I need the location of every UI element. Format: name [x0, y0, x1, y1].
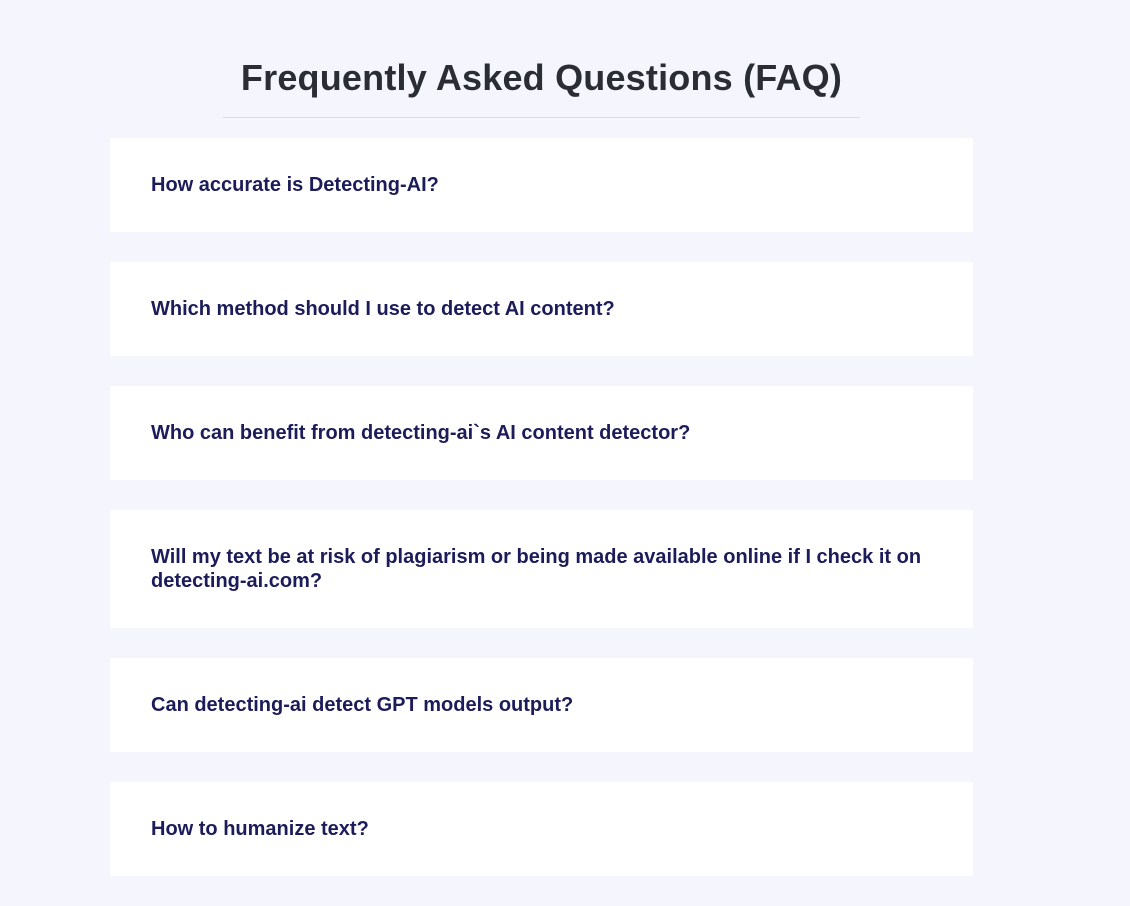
page-title: Frequently Asked Questions (FAQ): [240, 57, 843, 98]
faq-question: Will my text be at risk of plagiarism or being made available online if I check it on detecting-ai.com?: [151, 546, 922, 592]
faq-question: Who can benefit from detecting-ai`s AI content detector?: [151, 422, 691, 444]
faq-question: Which method should I use to detect AI content?: [151, 298, 615, 320]
faq-item-method[interactable]: [110, 262, 973, 356]
faq-list: [110, 138, 973, 906]
title-divider: [223, 117, 860, 118]
faq-question: Can detecting-ai detect GPT models output?: [151, 694, 574, 716]
faq-item-gpt-detection[interactable]: [110, 658, 973, 752]
faq-item-who-benefits[interactable]: [110, 386, 973, 480]
faq-item-plagiarism-risk[interactable]: [110, 510, 973, 628]
faq-item-humanize[interactable]: [110, 782, 973, 876]
faq-item-accuracy[interactable]: [110, 138, 973, 232]
faq-question: How accurate is Detecting-AI?: [151, 174, 439, 196]
faq-question: How to humanize text?: [151, 818, 369, 840]
